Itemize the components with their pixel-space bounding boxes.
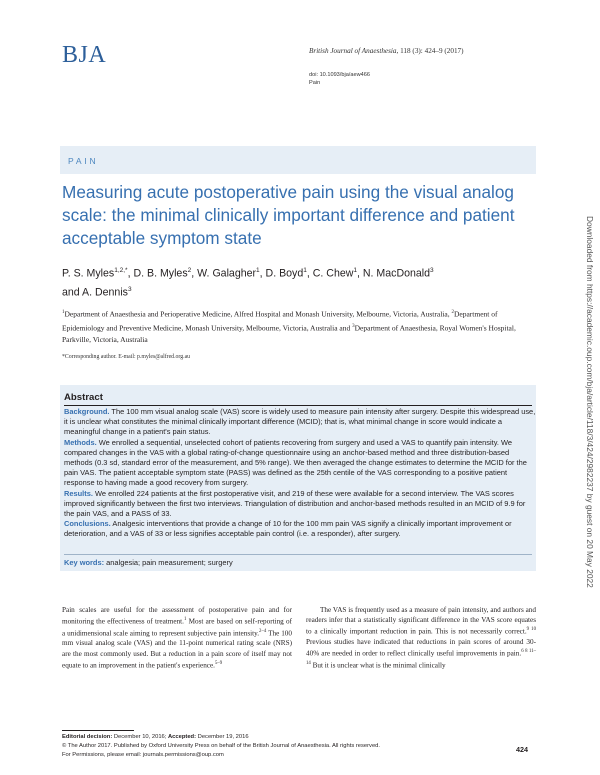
- abstract-methods: [64, 438, 536, 489]
- body-text: Pain scales are useful for the assessment of postoperative pain and for monitoring the effectiveness of treatment.: [62, 606, 292, 626]
- keywords-label: Key words:: [64, 558, 105, 567]
- author-name[interactable]: W. Galagher: [197, 267, 257, 280]
- affiliation-text: Department of Epidemiology and Preventive Medicine, Monash University, Melbourne, Victoria, Australia and: [62, 309, 498, 333]
- permissions-notice: For Permissions, please email: journals.permissions@oup.com: [62, 752, 224, 758]
- corresponding-author: *Corresponding author. E-mail: p.myles@alfred.org.au: [62, 354, 191, 360]
- affiliation-mark: 3: [352, 323, 355, 329]
- footer-divider: [62, 730, 134, 731]
- affiliations: [62, 307, 540, 347]
- author-affiliation-mark: 2: [187, 267, 192, 274]
- author-name[interactable]: N. MacDonald: [362, 267, 431, 280]
- affiliation-mark: 1: [62, 310, 65, 315]
- article-footer: [62, 733, 380, 760]
- author-name[interactable]: C. Chew: [312, 267, 354, 280]
- download-watermark: Downloaded from https://academic.oup.com/bja/article/118/3/424/2982237 by guest on 20 May 2022: [585, 216, 595, 588]
- author-name[interactable]: D. Boyd: [265, 267, 304, 280]
- journal-name: British Journal of Anaesthesia: [309, 47, 397, 55]
- journal-citation: [309, 47, 464, 55]
- author-affiliation-mark: 3: [430, 267, 434, 274]
- editorial-dates: [62, 733, 380, 742]
- abstract-results-text: We enrolled 224 patients at the first postoperative visit, and 219 of these were available for a second interview. The VAS scores improved significantly between the first two interviews. Triangulation of distribution and anchor-based methods resulted in an MCID of 9.9 for the pain VAS, and a PASS of 33.: [64, 488, 526, 519]
- reference-mark[interactable]: 9 10: [526, 627, 536, 633]
- author-affiliation-mark: 1: [353, 267, 357, 274]
- abstract-body: [64, 407, 536, 540]
- abstract-divider: [64, 405, 532, 406]
- abstract-conclusions-text: Analgesic interventions that provide a change of 10 for the 100 mm pain VAS signify a clinically important improvement or deterioration, and a VAS of 33 or less signifies acceptable pain control (i.e. a responder), after surgery.: [64, 519, 512, 539]
- keywords: [64, 558, 233, 567]
- affiliation-text: Department of Anaesthesia and Perioperative Medicine, Alfred Hospital and Monash University, Melbourne, Victoria, Australia,: [64, 309, 452, 319]
- abstract-background-text: The 100 mm visual analog scale (VAS) score is widely used to measure pain intensity after surgery. Despite this widespread use, it is unclear what constitutes the minimal clinically important difference (MCID); that is, what minimal change in score would indicate a meaningful change in a patient's pain status.: [64, 407, 536, 437]
- author-name[interactable]: P. S. Myles: [62, 267, 115, 280]
- author-affiliation-mark: 1,2,*: [114, 267, 128, 274]
- author-affiliation-mark: 1: [256, 267, 260, 274]
- editorial-label: Editorial decision:: [62, 734, 113, 740]
- reference-mark[interactable]: 2–4: [259, 628, 267, 634]
- page-number: 424: [516, 745, 528, 754]
- body-text: Most are based on self-reporting of a unidimensional scale aiming to represent subjective pain intensity.: [62, 617, 292, 638]
- body-text: The 100 mm visual analog scale (VAS) and the 11-point numerical rating scale (NRS) are the most commonly used. But a reduction in a pain score of itself may not equate to an improvement in the patient's experience.: [62, 629, 292, 670]
- copyright-notice: © The Author 2017. Published by Oxford University Press on behalf of the British Journal of Anaesthesia. All rights reserved.: [62, 743, 381, 749]
- reference-mark[interactable]: 6 8 11–14: [306, 649, 536, 666]
- abstract-conclusions-label: Conclusions.: [64, 519, 111, 529]
- section-label: PAIN: [68, 156, 99, 166]
- abstract-results-label: Results.: [64, 488, 93, 498]
- keywords-text: analgesia; pain measurement; surgery: [104, 558, 233, 567]
- section-short-label: Pain: [309, 80, 321, 86]
- body-text: Previous studies have indicated that reductions in pain scores of around 30-40% are needed in order to reflect clinically useful improvements in pain.: [306, 638, 536, 658]
- author-list: P. S. Myles$^{1,2,*}$, D. B. Myles$^2$, W. Galagher$^1$, D. Boyd$^1$, C. Chew$^1$, N. MacDonald$^3$ and A. Dennis$^3$: [62, 267, 434, 299]
- journal-logo: BJA: [62, 42, 107, 68]
- abstract-background-label: Background.: [64, 407, 110, 416]
- reference-mark[interactable]: 5–9: [214, 660, 223, 666]
- journal-volume: , 118 (3): 424–9 (2017): [396, 47, 464, 55]
- body-column-right: [306, 605, 536, 670]
- affiliation-mark: 2: [451, 310, 454, 315]
- abstract-conclusions: [64, 519, 536, 539]
- body-text: But it is unclear what is the minimal clinically: [310, 661, 446, 670]
- abstract-heading: Abstract: [64, 392, 103, 403]
- abstract-results: [64, 489, 536, 520]
- accepted-date: December 19, 2016: [196, 734, 249, 740]
- abstract-methods-text: We enrolled a sequential, unselected cohort of patients recovering from surgery and used a VAS to quantify pain intensity. We compared changes in the VAS with a global rating-of-change questionnaire using an anchor-based method and three distribution-based methods (0.3 sd, standard error of the measurement, and 5% range). We then averaged the change estimates to determine the MCID for the pain VAS. The patient acceptable symptom state (PASS) was defined as the 25th centile of the VAS corresponding to a positive patient response to having made a good recovery from surgery.: [64, 437, 527, 488]
- editorial-date: December 10, 2016;: [112, 734, 168, 740]
- abstract-background: [64, 407, 536, 438]
- affiliation-text: Department of Anaesthesia, Royal Women's Hospital, Parkville, Victoria, Australia: [62, 323, 516, 345]
- article-title: Measuring acute postoperative pain using the visual analog scale: the minimal clinically important difference and patient acceptable symptom state: [62, 182, 515, 248]
- author-name[interactable]: D. B. Myles: [133, 267, 188, 280]
- body-column-left: [62, 605, 292, 670]
- abstract-methods-label: Methods.: [64, 437, 97, 447]
- author-name[interactable]: A. Dennis: [82, 286, 128, 299]
- keywords-divider: [64, 554, 532, 555]
- accepted-label: Accepted:: [168, 734, 197, 740]
- reference-mark[interactable]: 1: [183, 617, 187, 623]
- author-affiliation-mark: 1: [303, 267, 307, 274]
- body-text: The VAS is frequently used as a measure of pain intensity, and authors and readers infer that a statistically significant difference in the VAS score equates to a clinically important reduction in pain. This is not necessarily correct.: [306, 606, 536, 636]
- section-band: [60, 146, 536, 174]
- doi-link[interactable]: doi: 10.1093/bja/aew466: [309, 72, 370, 78]
- author-affiliation-mark: 3: [127, 286, 132, 294]
